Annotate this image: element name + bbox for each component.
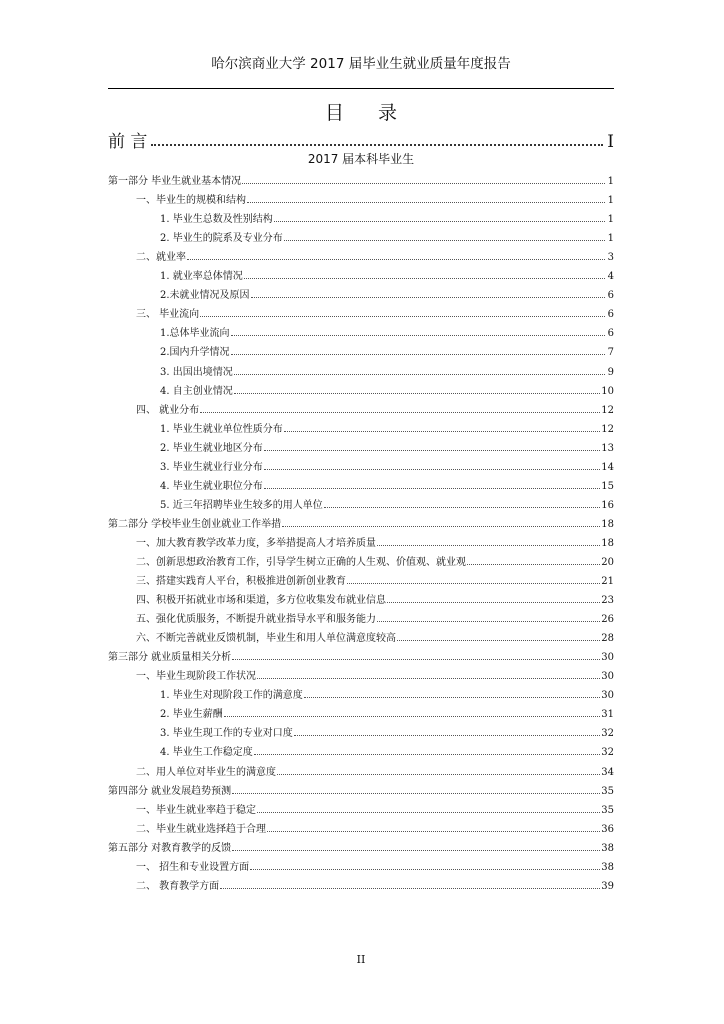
toc-entry[interactable] <box>108 397 614 416</box>
toc-entry-text: 2. 毕业生就业地区分布 <box>160 442 263 454</box>
dot-leader <box>232 850 600 851</box>
preface-page: I <box>607 132 614 152</box>
dot-leader <box>274 221 605 222</box>
toc-entry-page: 16 <box>601 499 614 511</box>
toc-entry[interactable] <box>108 835 614 854</box>
toc-entry-text: 二、 教育教学方面 <box>136 880 220 892</box>
toc-entry-text: 一、毕业生现阶段工作状况 <box>136 671 256 683</box>
toc-entry-text: 3. 毕业生现工作的专业对口度 <box>160 728 293 740</box>
dot-leader <box>187 259 605 260</box>
dot-leader <box>254 754 601 755</box>
toc-entry[interactable] <box>108 320 614 339</box>
toc-entry[interactable] <box>108 473 614 492</box>
dot-leader <box>377 545 600 546</box>
toc-entry-text: 二、就业率 <box>136 252 186 264</box>
toc-entry[interactable] <box>108 549 614 568</box>
toc-entry-page: 6 <box>607 290 614 302</box>
toc-entry-text: 六、不断完善就业反馈机制，毕业生和用人单位满意度较高 <box>136 633 396 645</box>
toc-entry-page: 18 <box>601 518 614 530</box>
dot-leader <box>257 812 600 813</box>
toc-entry[interactable] <box>108 263 614 282</box>
dot-leader <box>247 202 605 203</box>
dot-leader <box>377 621 600 622</box>
dot-leader <box>294 735 601 736</box>
toc-entry[interactable] <box>108 873 614 892</box>
dot-leader <box>234 393 601 394</box>
dot-leader <box>304 697 601 698</box>
toc-entry-page: 7 <box>607 347 614 359</box>
toc-entry-text: 4. 毕业生就业职位分布 <box>160 480 263 492</box>
toc-entry-page: 1 <box>607 233 614 245</box>
toc-entry-page: 13 <box>601 442 614 454</box>
toc-entry-page: 32 <box>601 747 614 759</box>
toc-entry-text: 3. 出国出境情况 <box>160 366 233 378</box>
toc-entry-page: 30 <box>601 671 614 683</box>
toc-entry[interactable] <box>108 358 614 377</box>
toc-entry[interactable] <box>108 206 614 225</box>
toc-entry[interactable] <box>108 854 614 873</box>
toc-entry-text: 3. 毕业生就业行业分布 <box>160 461 263 473</box>
toc-entry-page: 35 <box>601 804 614 816</box>
toc-entry-page: 12 <box>601 404 614 416</box>
toc-entry[interactable] <box>108 454 614 473</box>
toc-entry[interactable] <box>108 816 614 835</box>
toc-entry-page: 15 <box>601 480 614 492</box>
toc-entry[interactable] <box>108 720 614 739</box>
dot-leader <box>284 431 601 432</box>
dot-leader <box>264 450 601 451</box>
toc-entry[interactable] <box>108 739 614 758</box>
toc-entry[interactable] <box>108 606 614 625</box>
toc-entry-text: 四、 就业分布 <box>136 404 200 416</box>
dot-leader <box>250 869 600 870</box>
toc-entry-text: 2.国内升学情况 <box>160 347 230 359</box>
dot-leader <box>467 564 600 565</box>
toc-entry-page: 6 <box>607 309 614 321</box>
dot-leader <box>231 354 605 355</box>
toc-entry-text: 2. 毕业生薪酬 <box>160 709 223 721</box>
toc-entry-text: 三、 毕业流向 <box>136 309 200 321</box>
dot-leader <box>220 888 600 889</box>
dot-leader <box>231 335 605 336</box>
toc-entry-page: 21 <box>601 576 614 588</box>
toc-entry[interactable] <box>108 778 614 797</box>
running-header: 哈尔滨商业大学 2017 届毕业生就业质量年度报告 <box>211 56 511 72</box>
toc-entry-page: 30 <box>601 652 614 664</box>
toc-entry-page: 35 <box>601 785 614 797</box>
toc-entry-page: 30 <box>601 690 614 702</box>
toc-entry-text: 第五部分 对教育教学的反馈 <box>108 842 232 854</box>
toc-entry[interactable] <box>108 511 614 530</box>
dot-leader <box>264 469 601 470</box>
dot-leader <box>242 183 605 184</box>
toc-entry-text: 第二部分 学校毕业生创业就业工作举措 <box>108 518 282 530</box>
dot-leader <box>284 240 605 241</box>
dot-leader <box>200 412 600 413</box>
toc-entry-text: 一、 招生和专业设置方面 <box>136 861 250 873</box>
dot-leader <box>232 659 600 660</box>
toc-entry[interactable] <box>108 625 614 644</box>
dot-leader <box>234 374 605 375</box>
toc-entry-page: 9 <box>607 366 614 378</box>
header-rule <box>108 88 614 89</box>
toc-entry-text: 三、搭建实践育人平台，积极推进创新创业教育 <box>136 576 346 588</box>
toc-entry[interactable] <box>108 282 614 301</box>
toc-entry-text: 1. 毕业生对现阶段工作的满意度 <box>160 690 303 702</box>
toc-entry-page: 1 <box>607 176 614 188</box>
toc-entry-page: 14 <box>601 461 614 473</box>
dot-leader <box>200 316 605 317</box>
toc-entry-text: 1. 毕业生总数及性别结构 <box>160 214 273 226</box>
toc-preface-row[interactable] <box>108 126 614 152</box>
toc-entry-text: 二、用人单位对毕业生的满意度 <box>136 766 276 778</box>
toc-entry-page: 28 <box>601 633 614 645</box>
toc-entry-text: 第四部分 就业发展趋势预测 <box>108 785 232 797</box>
toc-entry-page: 32 <box>601 728 614 740</box>
toc-entry[interactable] <box>108 244 614 263</box>
toc-entry-page: 38 <box>601 842 614 854</box>
toc-entry-page: 12 <box>601 423 614 435</box>
toc-entry-page: 6 <box>607 328 614 340</box>
toc-entry[interactable] <box>108 568 614 587</box>
toc-entry[interactable] <box>108 416 614 435</box>
toc-entry[interactable] <box>108 492 614 511</box>
toc-entry-text: 一、毕业生就业率趋于稳定 <box>136 804 256 816</box>
toc-entry[interactable] <box>108 587 614 606</box>
toc-entry[interactable] <box>108 701 614 720</box>
dot-leader <box>397 640 600 641</box>
toc-entry-text: 2. 毕业生的院系及专业分布 <box>160 233 283 245</box>
toc-entry[interactable] <box>108 435 614 454</box>
toc-entry-page: 10 <box>601 385 614 397</box>
toc-entry[interactable] <box>108 339 614 358</box>
toc-entry-text: 4. 自主创业情况 <box>160 385 233 397</box>
page-number: II <box>356 953 366 966</box>
toc-entry-page: 39 <box>601 880 614 892</box>
toc-entry-text: 1. 毕业生就业单位性质分布 <box>160 423 283 435</box>
toc-entry[interactable] <box>108 663 614 682</box>
toc-entry[interactable] <box>108 758 614 777</box>
toc-entry[interactable] <box>108 301 614 320</box>
toc-entry-page: 3 <box>607 252 614 264</box>
toc-entry-page: 1 <box>607 195 614 207</box>
toc-entry[interactable] <box>108 378 614 397</box>
dot-leader <box>347 583 600 584</box>
toc-entry-page: 26 <box>601 614 614 626</box>
toc-entry-text: 2.未就业情况及原因 <box>160 290 250 302</box>
dot-leader <box>224 716 601 717</box>
dot-leader <box>251 297 605 298</box>
toc-entry-text: 一、加大教育教学改革力度，多举措提高人才培养质量 <box>136 537 376 549</box>
dot-leader <box>244 278 605 279</box>
toc-entry-text: 第三部分 就业质量相关分析 <box>108 652 232 664</box>
toc-entry[interactable] <box>108 797 614 816</box>
dot-leader <box>151 144 603 146</box>
preface-label: 前 言 <box>108 132 148 152</box>
toc-entry-text: 二、创新思想政治教育工作，引导学生树立正确的人生观、价值观、就业观 <box>136 556 466 568</box>
toc-entry-page: 18 <box>601 537 614 549</box>
toc-entry-page: 4 <box>607 271 614 283</box>
toc-entry-text: 一、毕业生的规模和结构 <box>136 195 246 207</box>
toc-list <box>108 168 614 892</box>
dot-leader <box>324 507 601 508</box>
toc-entry[interactable] <box>108 225 614 244</box>
toc-entry-text: 4. 毕业生工作稳定度 <box>160 747 253 759</box>
toc-entry-text: 四、积极开拓就业市场和渠道，多方位收集发布就业信息 <box>136 595 386 607</box>
toc-entry[interactable] <box>108 644 614 663</box>
dot-leader <box>267 831 600 832</box>
section-subheading: 2017 届本科毕业生 <box>307 152 415 166</box>
toc-entry-text: 1.总体毕业流向 <box>160 328 230 340</box>
toc-entry[interactable] <box>108 187 614 206</box>
toc-entry[interactable] <box>108 168 614 187</box>
toc-entry-page: 20 <box>601 556 614 568</box>
toc-entry-page: 31 <box>601 709 614 721</box>
toc-entry-text: 1. 就业率总体情况 <box>160 271 243 283</box>
toc-entry-page: 23 <box>601 595 614 607</box>
toc-entry-page: 36 <box>601 823 614 835</box>
page-title: 目 录 <box>324 102 412 124</box>
toc-entry-text: 五、强化优质服务，不断提升就业指导水平和服务能力 <box>136 614 376 626</box>
toc-entry-page: 34 <box>601 766 614 778</box>
toc-entry-page: 1 <box>607 214 614 226</box>
dot-leader <box>257 678 600 679</box>
toc-entry-page: 38 <box>601 861 614 873</box>
dot-leader <box>387 602 600 603</box>
toc-entry[interactable] <box>108 682 614 701</box>
toc-entry-text: 第一部分 毕业生就业基本情况 <box>108 176 242 188</box>
dot-leader <box>232 793 600 794</box>
dot-leader <box>282 526 600 527</box>
toc-entry-text: 5. 近三年招聘毕业生较多的用人单位 <box>160 499 323 511</box>
toc-entry-text: 二、毕业生就业选择趋于合理 <box>136 823 266 835</box>
dot-leader <box>264 488 601 489</box>
dot-leader <box>277 774 600 775</box>
toc-entry[interactable] <box>108 530 614 549</box>
